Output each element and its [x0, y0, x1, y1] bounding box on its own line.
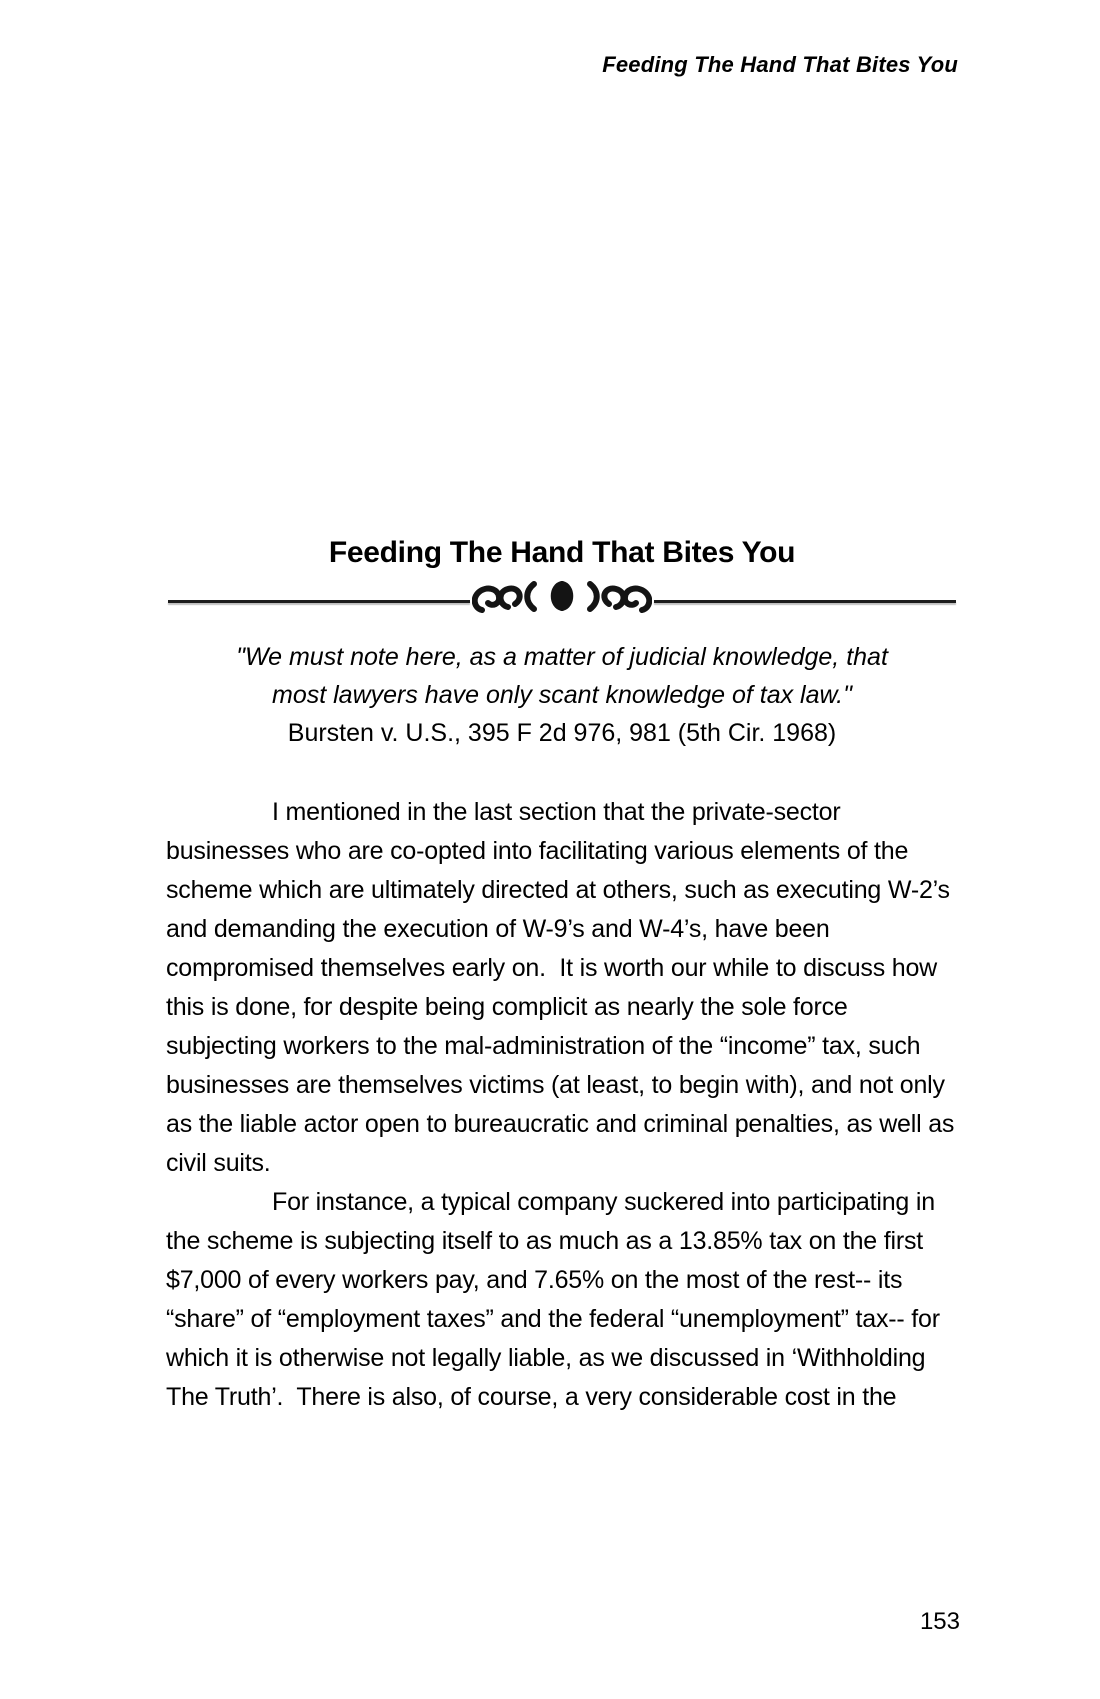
paragraph: For instance, a typical company suckered into participating in the scheme is subjecting itself to as much as a 13.85% tax on the first $7,000 of every workers pay, and 7.65% on the most of the rest-- its “share” of “employment taxes” and the federal “unemployment” tax-- for which it is otherwise not legally liable, as we discussed in ‘Withholding The Truth’. There is also, of course, a very considerable cost in the: [166, 1188, 947, 1411]
divider-rule-left: [168, 600, 470, 603]
divider-rule-right: [654, 600, 956, 603]
fleuron-ornament-icon: [472, 574, 652, 618]
body-text: [166, 793, 961, 1417]
running-header: Feeding The Hand That Bites You: [602, 52, 958, 77]
epigraph-citation: Bursten v. U.S., 395 F 2d 976, 981 (5th Cir. 1968): [287, 719, 837, 747]
epigraph-quote-line: most lawyers have only scant knowledge of tax law.": [272, 681, 852, 709]
epigraph: [166, 638, 958, 752]
page-number: 153: [919, 1608, 960, 1635]
divider: [168, 574, 956, 618]
paragraph: I mentioned in the last section that the private-sector businesses who are co-opted into facilitating various elements of the scheme which are ultimately directed at others, such as executing W-2’s and demanding the execution of W-9’s and W-4’s, have been compromised themselves early on. It is worth our while to discuss how this is done, for despite being complicit as nearly the sole force subjecting workers to the mal-administration of the “income” tax, such businesses are themselves victims (at least, to begin with), and not only as the liable actor open to bureaucratic and criminal penalties, as well as civil suits.: [166, 798, 961, 1177]
epigraph-quote-line: "We must note here, as a matter of judicial knowledge, that: [236, 643, 888, 671]
chapter-title: Feeding The Hand That Bites You: [328, 536, 796, 569]
text-block: [166, 0, 961, 1699]
